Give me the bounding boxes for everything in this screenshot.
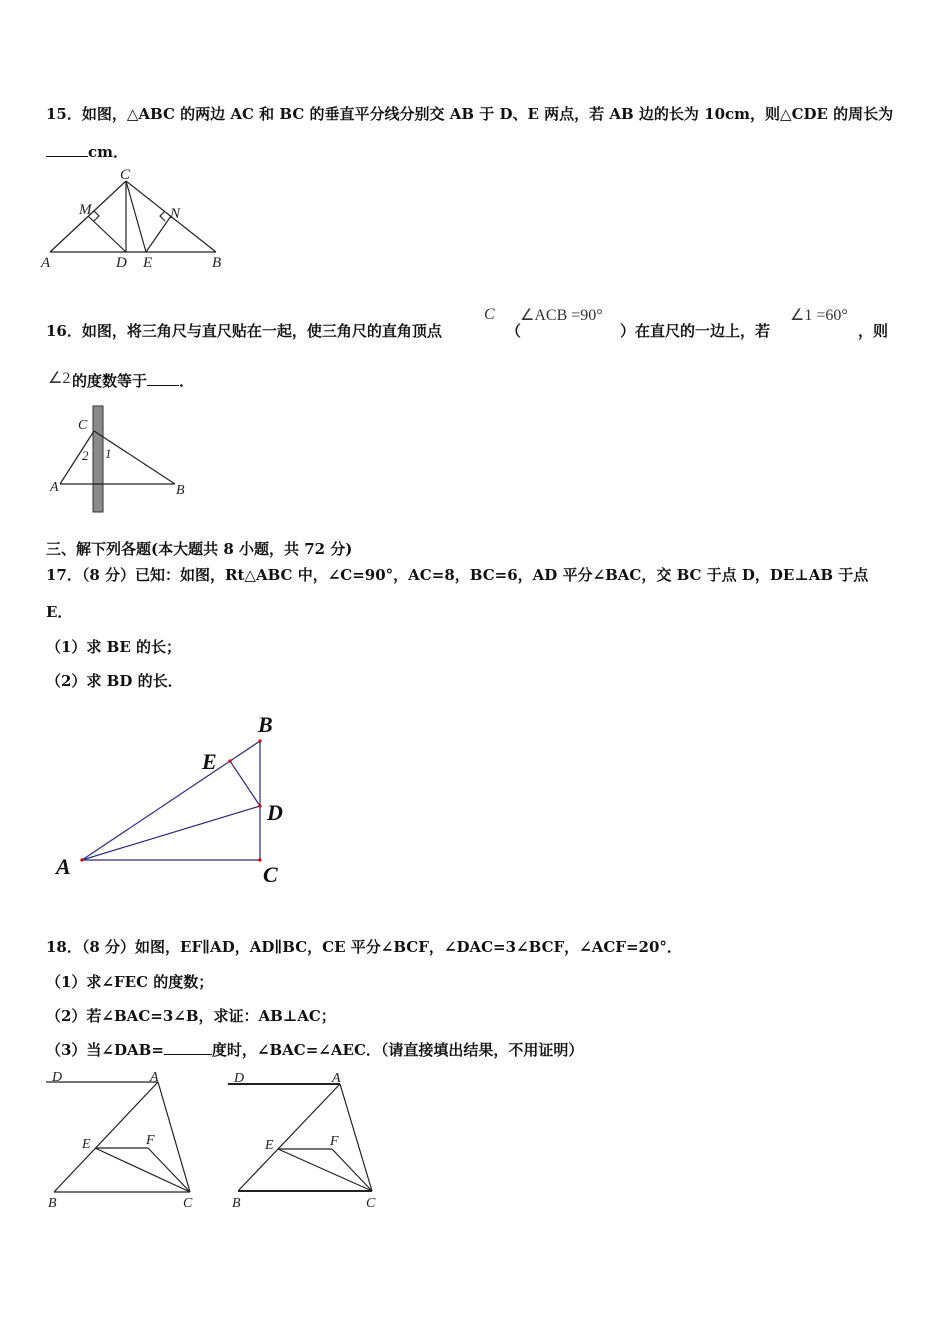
q15-stem-line2 (46, 141, 128, 162)
label-d: D (116, 255, 127, 271)
label-c: C (120, 167, 131, 183)
segment-ab (54, 1082, 158, 1192)
answer-blank[interactable] (46, 142, 88, 157)
q17-sub2: （2）求 BD 的长． (46, 672, 183, 690)
q18-figure-left (40, 1064, 220, 1214)
label-b: B (258, 712, 273, 737)
label-f: F (146, 1133, 155, 1148)
label-d: D (52, 1070, 63, 1085)
label-n: N (170, 206, 181, 222)
point-d (258, 804, 261, 807)
q15-unit: cm． (88, 143, 129, 161)
label-c: C (78, 418, 88, 433)
point-b (258, 739, 261, 742)
q17-stem-line2: E． (46, 603, 73, 621)
label-a: A (56, 854, 71, 879)
section-heading: 三、解下列各题(本大题共 8 小题，共 72 分) (46, 540, 353, 558)
label-e: E (82, 1137, 91, 1152)
label-d: D (267, 800, 283, 825)
label-a: A (50, 480, 59, 495)
q16-stem-part2: ）在直尺的一边上，若 (620, 322, 771, 340)
label-a: A (41, 255, 51, 271)
right-angle-mark-m (94, 211, 99, 221)
q16-angle-acb: ∠ACB =90° (520, 307, 603, 324)
q17-stem-line1: 17．（8 分）已知：如图，Rt△ABC 中，∠C=90°，AC=8，BC=6，AD 平分∠BAC，交 BC 于点 D，DE⊥AB 于点 (46, 566, 869, 584)
segment-ad (82, 806, 260, 860)
ruler (93, 406, 103, 512)
label-c: C (183, 1196, 193, 1211)
label-f: F (330, 1134, 339, 1149)
label-b: B (48, 1196, 57, 1211)
point-a (80, 858, 83, 861)
answer-blank[interactable] (164, 1040, 212, 1055)
segment-de (230, 761, 260, 806)
q17-sub1: （1）求 BE 的长； (46, 638, 181, 656)
label-a: A (332, 1071, 341, 1086)
point-e (228, 759, 231, 762)
label-b: B (176, 483, 185, 498)
q15-stem-line1: 15．如图，△ABC 的两边 AC 和 BC 的垂直平分线分别交 AB 于 D、E 两点，若 AB 边的长为 10cm，则△CDE 的周长为 (46, 105, 894, 123)
label-angle-2: 2 (82, 448, 89, 463)
q16-stem-part1: 16．如图，将三角尺与直尺贴在一起，使三角尺的直角顶点 (46, 322, 442, 340)
segment-ec (95, 1148, 190, 1192)
q16-figure (40, 402, 200, 516)
segment-ec (278, 1149, 372, 1191)
label-c: C (263, 862, 278, 887)
label-e: E (265, 1138, 274, 1153)
segment-ab (238, 1084, 340, 1191)
perp-bisector-md (88, 216, 126, 252)
label-b: B (212, 255, 222, 271)
label-d: D (234, 1071, 245, 1086)
q16-stem-line2: 的度数等于 ． (72, 372, 195, 390)
q16-angle-1: ∠1 =60° (790, 307, 848, 324)
label-e: E (202, 749, 217, 774)
q18-stem: 18．（8 分）如图，EF∥AD，AD∥BC，CE 平分∠BCF，∠DAC=3∠BCF，∠ACF=20°． (46, 938, 682, 956)
q16-angle-2: ∠2 (48, 370, 71, 387)
label-c: C (366, 1196, 376, 1211)
q18-sub1: （1）求∠FEC 的度数； (46, 973, 214, 991)
q15-figure (40, 166, 230, 274)
perp-bisector-ne (146, 216, 171, 252)
label-b: B (232, 1196, 241, 1211)
label-angle-1: 1 (105, 446, 112, 461)
segment-ce (126, 181, 146, 252)
point-c (258, 858, 261, 861)
q18-sub3: （3）当∠DAB= 度时，∠BAC=∠AEC．（请直接填出结果，不用证明） (46, 1041, 584, 1059)
label-m: M (79, 202, 92, 218)
q17-figure (50, 708, 300, 888)
segment-ab (82, 741, 260, 860)
label-e: E (143, 255, 153, 271)
q18-figure-right (222, 1064, 392, 1214)
q16-paren-open: （ (506, 322, 522, 340)
segment-ac (60, 431, 94, 484)
label-a: A (150, 1070, 159, 1085)
right-angle-mark-n (160, 211, 165, 221)
q16-vertex-c: C (484, 306, 495, 323)
answer-blank[interactable] (147, 371, 179, 386)
q18-sub2: （2）若∠BAC=3∠B，求证：AB⊥AC； (46, 1007, 336, 1025)
q16-stem-part3: ，则 (858, 322, 889, 340)
